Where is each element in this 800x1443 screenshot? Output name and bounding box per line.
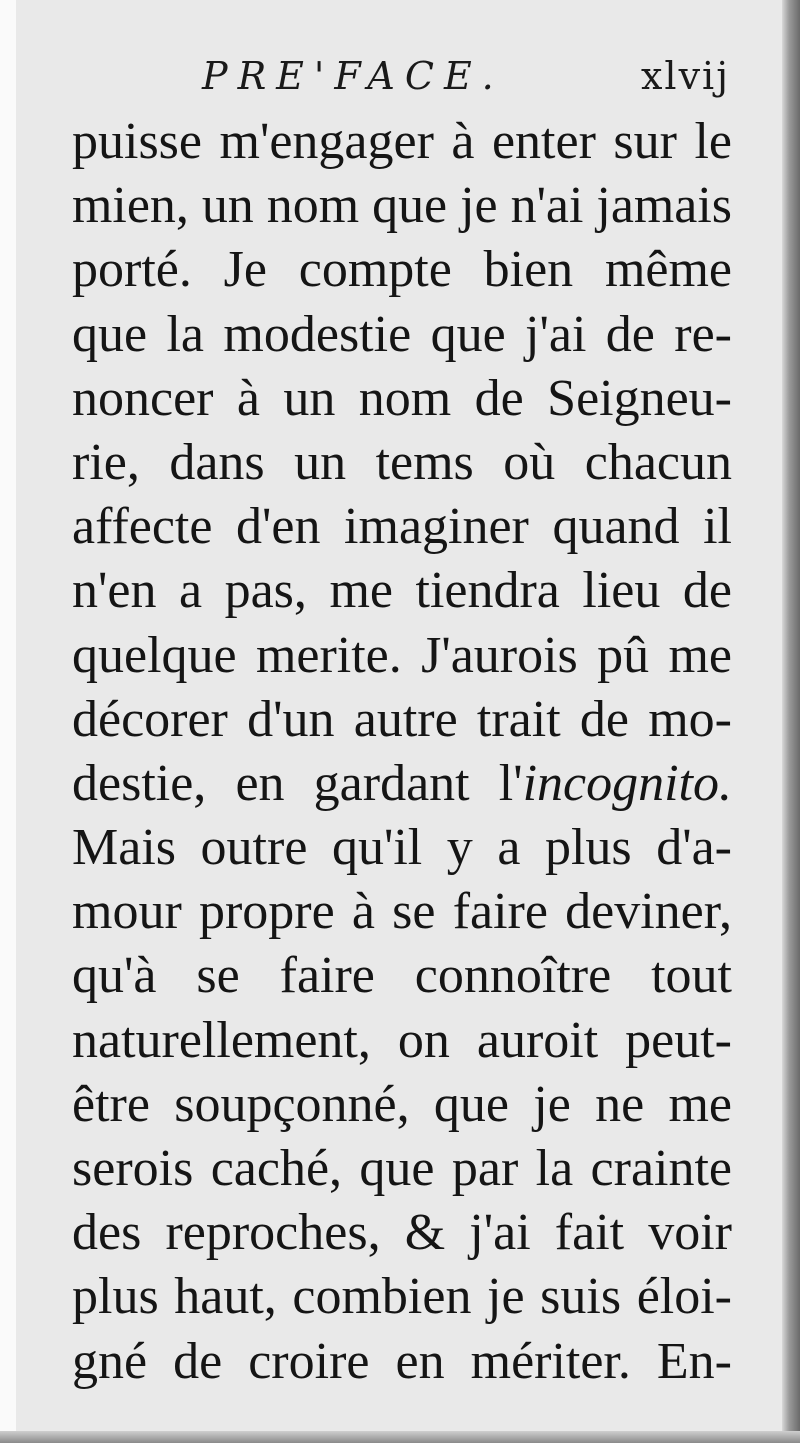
page-gutter-shadow	[782, 0, 800, 1443]
text-line: noncer à un nom de Seigneu-	[72, 369, 732, 427]
text-line: décorer d'un autre trait de mo-	[72, 690, 732, 748]
page-number: xlvij	[641, 54, 730, 98]
text-line: quelque merite. J'aurois pû me	[72, 626, 732, 684]
text-line: mour propre à se faire deviner,	[72, 883, 732, 941]
text-line-prefix: destie, en gardant l'	[72, 754, 523, 812]
page-bottom-shadow	[0, 1431, 800, 1443]
text-line: porté. Je compte bien même	[72, 241, 732, 299]
text-line: mien, un nom que je n'ai jamais	[72, 177, 732, 235]
text-line: Mais outre qu'il y a plus d'a-	[72, 819, 732, 877]
running-head: PRE'FACE.	[202, 54, 504, 98]
italic-word: incognito.	[522, 754, 732, 812]
text-line: naturellement, on auroit peut-	[72, 1011, 732, 1069]
body-text	[72, 110, 732, 1394]
text-line: rie, dans un tems où chacun	[72, 433, 732, 491]
text-line: serois caché, que par la crainte	[72, 1140, 732, 1197]
text-line: des reproches, & j'ai fait voir	[72, 1204, 732, 1262]
text-line: affecte d'en imaginer quand il	[72, 498, 732, 556]
text-line: que la modestie que j'ai de re-	[72, 305, 732, 363]
text-line: gné de croire en mériter. En-	[72, 1332, 732, 1390]
text-line: plus haut, combien je suis éloi-	[72, 1268, 732, 1326]
page-left-margin	[0, 0, 16, 1443]
text-line: être soupçonné, que je ne me	[72, 1075, 732, 1133]
page-header	[70, 54, 730, 104]
text-line: qu'à se faire connoître tout	[72, 947, 732, 1005]
text-line-with-italic	[72, 752, 732, 816]
text-line: puisse m'engager à enter sur le	[72, 113, 732, 170]
text-line: n'en a pas, me tiendra lieu de	[72, 562, 732, 620]
